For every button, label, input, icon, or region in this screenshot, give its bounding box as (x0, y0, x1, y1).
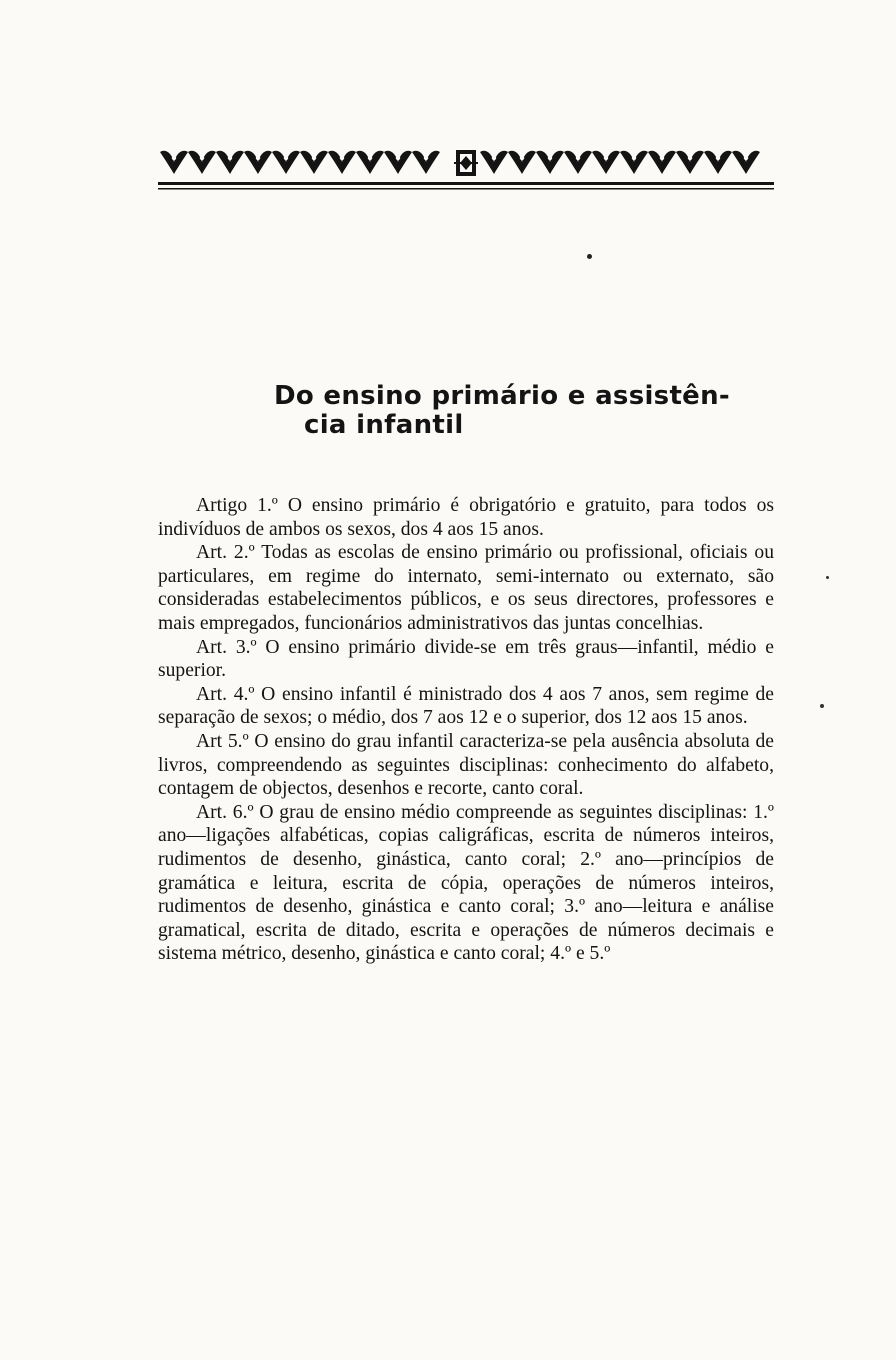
ornament-motif (592, 151, 620, 174)
ornament-motif (188, 151, 216, 174)
article-list (158, 494, 774, 966)
ornament-motif (412, 151, 440, 174)
ornament-motif (620, 151, 648, 174)
ornament-motif (272, 151, 300, 174)
ornament-right-motifs (480, 151, 760, 174)
ink-dot (587, 254, 592, 259)
paper-speck (820, 704, 824, 708)
ornament-left-motifs (160, 151, 440, 174)
section-title (274, 382, 794, 440)
ornament-motif (704, 151, 732, 174)
article-1: Artigo 1.º O ensino primário é obrigatório e gratuito, para todos os indivíduos de ambos os sexos, dos 4 aos 15 anos. (158, 495, 774, 540)
ornament-center-emblem (454, 150, 478, 176)
article-5: Art 5.º O ensino do grau infantil caracteriza-se pela ausência absoluta de livros, compreendendo as seguintes disciplinas: conhecimento do alfabeto, contagem de objectos, desenhos e recorte, canto coral. (158, 730, 774, 800)
article-4: Art. 4.º O ensino infantil é ministrado dos 4 aos 7 anos, sem regime de separação de sexos; o médio, dos 7 aos 12 e o superior, dos 12 aos 15 anos. (158, 683, 774, 729)
paper-speck (826, 576, 829, 579)
ornament-motif (300, 151, 328, 174)
section-title-line-2: cia infantil (304, 410, 464, 440)
ornament-motif (732, 151, 760, 174)
article-6: Art. 6.º O grau de ensino médio compreende as seguintes disciplinas: 1.º ano—ligações alfabéticas, copias caligráficas, escrita de números inteiros, rudimentos de desenho, ginástica, canto coral; 2.º ano—princípios de gramática e leitura, escrita de cópia, operações de números inteiros, rudimentos de desenho, ginástica e canto coral; 3.º ano—leitura e análise gramatical, escrita de ditado, escrita e operações de números decimais e sistema métrico, desenho, ginástica e canto coral; 4.º e 5.º (158, 801, 774, 965)
section-title-line-1: Do ensino primário e assistên- (274, 381, 731, 411)
ornament-motif (356, 151, 384, 174)
ornament-motif (244, 151, 272, 174)
ornament-motif (216, 151, 244, 174)
ornament-motif (480, 151, 508, 174)
ornament-motif (508, 151, 536, 174)
ornament-motif (648, 151, 676, 174)
ornament-motif (536, 151, 564, 174)
ornament-band (158, 144, 774, 196)
article-2: Art. 2.º Todas as escolas de ensino primário ou profissional, oficiais ou particulares, em regime do internato, semi-internato ou externato, são consideradas estabelecimentos públicos, e os seus directores, professores e mais empregados, funcionários administrativos das juntas concelhias. (158, 542, 774, 634)
ornament-motif (160, 151, 188, 174)
ornament-motif (384, 151, 412, 174)
ornament-motif (676, 151, 704, 174)
ornament-motif (328, 151, 356, 174)
article-3: Art. 3.º O ensino primário divide-se em três graus—infantil, médio e superior. (158, 636, 774, 682)
ornament-motif (564, 151, 592, 174)
